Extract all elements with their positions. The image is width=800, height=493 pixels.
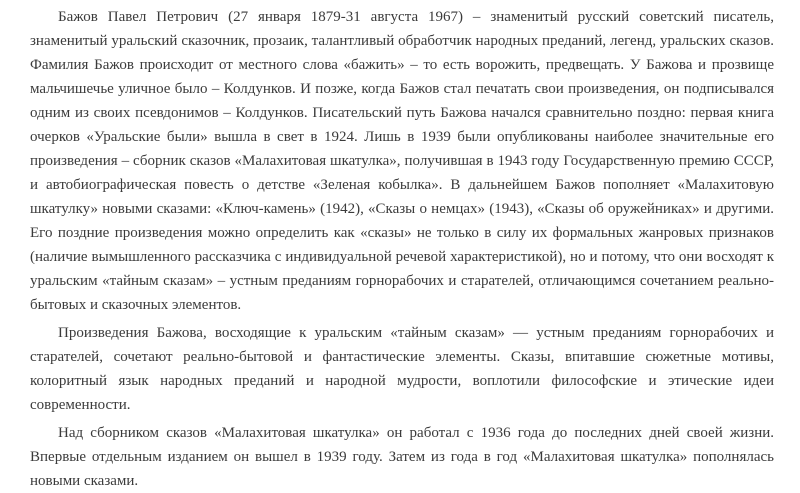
paragraph-bazhov-biography: Бажов Павел Петрович (27 января 1879-31 августа 1967) – знаменитый русский советский писатель, знаменитый уральский сказочник, прозаик, талантливый обработчик народных преданий, легенд, уральских сказов. Фамилия Бажов происходит от местного слова «бажить» – то есть ворожить, предвещать. У Бажова и прозвище мальчишечье уличное было – Колдунков. И позже, когда Бажов стал печатать свои произведения, он подписывался одним из своих псевдонимов – Колдунков. Писательский путь Бажова начался сравнительно поздно: первая книга очерков «Уральские были» вышла в свет в 1924. Лишь в 1939 были опубликованы наиболее значительные его произведения – сборник сказов «Малахитовая шкатулка», получившая в 1943 году Государственную премию СССР, и автобиографическая повесть о детстве «Зеленая кобылка». В дальнейшем Бажов пополняет «Малахитовую шкатулку» новыми сказами: «Ключ-камень» (1942), «Сказы о немцах» (1943), «Сказы об оружейниках» и другими. Его поздние произведения можно определить как «сказы» не только в силу их формальных жанровых признаков (наличие вымышленного рассказчика с индивидуальной речевой характеристикой), но и потому, что они восходят к уральским «тайным сказам» – устным преданиям горнорабочих и старателей, отличающимся сочетанием реально-бытовых и сказочных элементов. <box>30 9 774 313</box>
paragraph-malachite-box: Над сборником сказов «Малахитовая шкатулка» он работал с 1936 года до последних дней своей жизни. Впервые отдельным изданием он вышел в 1939 году. Затем из года в год «Малахитовая шкатулка» пополнялась новыми сказами. <box>30 425 774 489</box>
paragraph-works-character: Произведения Бажова, восходящие к уральским «тайным сказам» — устным преданиям горнорабочих и старателей, сочетают реально-бытовой и фантастические элементы. Сказы, впитавшие сюжетные мотивы, колоритный язык народных преданий и народной мудрости, воплотили философские и этические идеи современности. <box>30 325 774 413</box>
